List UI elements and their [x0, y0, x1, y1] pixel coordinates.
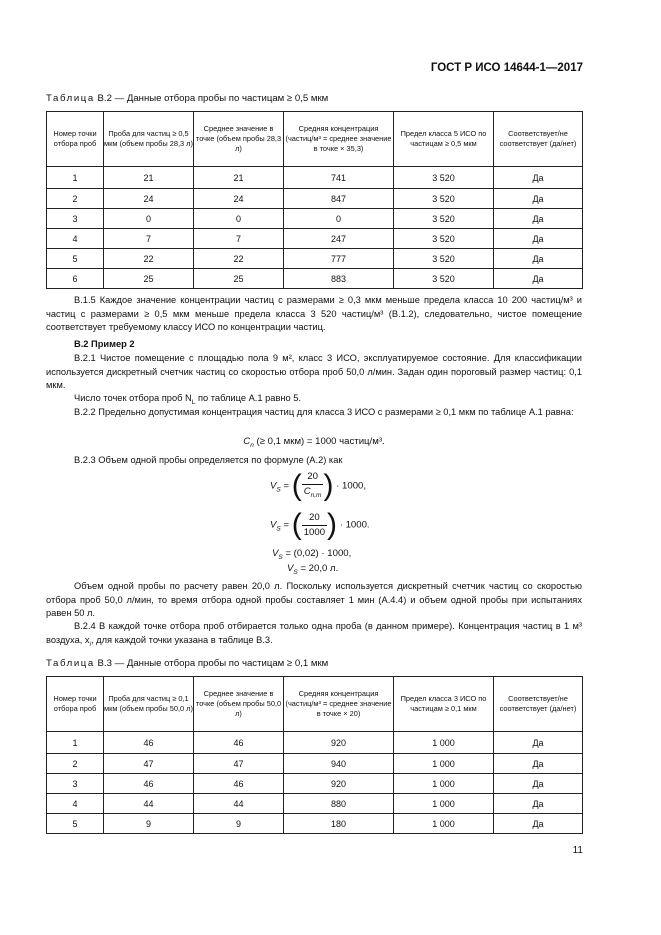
- cell: 247: [284, 229, 394, 249]
- table-row: [47, 249, 583, 269]
- subscript: n,m: [310, 491, 322, 499]
- cell: 24: [194, 189, 284, 209]
- cell: 7: [104, 229, 194, 249]
- var-v: V: [287, 563, 294, 574]
- cell: 2: [47, 754, 104, 774]
- cell: 3 520: [394, 269, 494, 289]
- cell: 4: [47, 229, 104, 249]
- cell: 22: [104, 249, 194, 269]
- subscript: L: [191, 398, 196, 406]
- cell: Да: [494, 167, 583, 189]
- cell: 0: [284, 209, 394, 229]
- cell: 22: [194, 249, 284, 269]
- paren-left: (: [291, 508, 302, 541]
- cell: 44: [194, 794, 284, 814]
- equation-vs-formula: [270, 470, 366, 502]
- subscript: n: [250, 441, 254, 449]
- col-header-limit: Предел класса 5 ИСО по частицам ≥ 0,5 мкм: [394, 112, 494, 167]
- cell: Да: [494, 814, 583, 834]
- table-row: [47, 732, 583, 754]
- text: Число точек отбора проб N: [74, 393, 192, 403]
- cell: 3 520: [394, 249, 494, 269]
- text: по таблице А.1 равно 5.: [195, 393, 302, 403]
- table1-label: Таблица: [46, 93, 95, 104]
- table-header-row: [47, 677, 583, 732]
- subscript: S: [278, 553, 283, 561]
- equation-vs-result: [287, 562, 338, 580]
- table-row: [47, 209, 583, 229]
- cell: 1 000: [394, 774, 494, 794]
- cell: Да: [494, 754, 583, 774]
- cell: 47: [104, 754, 194, 774]
- cell: 847: [284, 189, 394, 209]
- paragraph-b15: В.1.5 Каждое значение концентрации частиц с размерами ≥ 0,3 мкм меньше предела класса 10 200 частиц/м³ и частиц с размерами ≥ 0,5 мкм меньше предела класса 3 520 частиц/м³ (В.1.2), следовательно, чистое помещение соответствует требуемому классу ИСО по концентрации частиц.: [46, 295, 582, 333]
- cell: Да: [494, 209, 583, 229]
- table1-caption-text: В.2 — Данные отбора пробы по частицам ≥ 0,5 мкм: [97, 93, 329, 104]
- table-b3: [46, 676, 583, 834]
- cell: 25: [104, 269, 194, 289]
- col-header-compliance: Соответствует/не соответствует (да/нет): [494, 112, 583, 167]
- paragraph-b24: [46, 620, 582, 651]
- cell: 1 000: [394, 732, 494, 754]
- col-header-mean: Среднее значение в точке (объем пробы 50,0 л): [194, 677, 284, 732]
- table-row: [47, 754, 583, 774]
- cell: 1 000: [394, 754, 494, 774]
- table-row: [47, 189, 583, 209]
- cell: 5: [47, 249, 104, 269]
- cell: 9: [194, 814, 284, 834]
- table1-caption: [46, 93, 328, 104]
- cell: Да: [494, 189, 583, 209]
- var-v: V: [270, 480, 277, 492]
- table-row: [47, 167, 583, 189]
- cell: 46: [104, 732, 194, 754]
- cell: 3: [47, 209, 104, 229]
- text: , для каждой точки указана в таблице В.3.: [91, 634, 273, 645]
- table-row: [47, 774, 583, 794]
- subscript: S: [276, 486, 281, 494]
- equation-cn: [46, 435, 582, 453]
- paragraph-b21: В.2.1 Чистое помещение с площадью пола 9 м², класс 3 ИСО, эксплуатируемое состояние. Для классификации используется дискретный счетчик частиц со скоростью отбора проб 50,0 л/мин. Задан один пороговый размер частиц: 0,1 мкм.: [46, 353, 582, 391]
- text: · 1000,: [336, 480, 367, 492]
- cell: 47: [194, 754, 284, 774]
- denominator: [302, 485, 324, 503]
- numerator: 20: [302, 470, 324, 485]
- cell: 4: [47, 794, 104, 814]
- cell: 2: [47, 189, 104, 209]
- var-v: V: [270, 519, 277, 531]
- cell: 3: [47, 774, 104, 794]
- cell: 920: [284, 732, 394, 754]
- cell: 1 000: [394, 814, 494, 834]
- cell: 3 520: [394, 229, 494, 249]
- cell: 1 000: [394, 794, 494, 814]
- table-row: [47, 794, 583, 814]
- document-header: ГОСТ Р ИСО 14644-1—2017: [430, 62, 583, 74]
- col-header-concentration: Средняя концентрация (частиц/м³ = среднее значение в точке × 35,3): [284, 112, 394, 167]
- paragraph-b23: В.2.3 Объем одной пробы определяется по формуле (А.2) как: [74, 455, 343, 465]
- cell: 920: [284, 774, 394, 794]
- cell: Да: [494, 229, 583, 249]
- paragraph-b22: В.2.2 Предельно допустимая концентрация частиц для класса 3 ИСО с размерами ≥ 0,1 мкм по таблице А.1 равна:: [74, 407, 574, 417]
- text: (≥ 0,1 мкм) = 1000 частиц/м³.: [253, 436, 385, 447]
- equals: =: [283, 519, 290, 531]
- cell: 44: [104, 794, 194, 814]
- fraction: [302, 511, 327, 539]
- cell: 0: [104, 209, 194, 229]
- col-header-concentration: Средняя концентрация (частиц/м³ = среднее значение в точке × 20): [284, 677, 394, 732]
- col-header-sample: Проба для частиц ≥ 0,1 мкм (объем пробы 50,0 л): [104, 677, 194, 732]
- table2-caption: [46, 658, 328, 669]
- cell: 3 520: [394, 189, 494, 209]
- cell: 1: [47, 167, 104, 189]
- cell: 940: [284, 754, 394, 774]
- cell: 24: [104, 189, 194, 209]
- var-c: C: [303, 485, 311, 497]
- col-header-point: Номер точки отбора проб: [47, 112, 104, 167]
- col-header-compliance: Соответствует/не соответствует (да/нет): [494, 677, 583, 732]
- paren-left: (: [291, 469, 302, 503]
- cell: 9: [104, 814, 194, 834]
- cell: Да: [494, 794, 583, 814]
- section-heading-b2: В.2 Пример 2: [74, 339, 135, 349]
- table-row: [47, 229, 583, 249]
- cell: 3 520: [394, 167, 494, 189]
- cell: 7: [194, 229, 284, 249]
- cell: Да: [494, 732, 583, 754]
- cell: 0: [194, 209, 284, 229]
- text: · 1000.: [339, 519, 370, 531]
- cell: 880: [284, 794, 394, 814]
- cell: Да: [494, 249, 583, 269]
- fraction: [302, 470, 324, 502]
- table2-caption-text: В.3 — Данные отбора пробы по частицам ≥ 0,1 мкм: [97, 658, 329, 669]
- table-row: [47, 269, 583, 289]
- table2-label: Таблица: [46, 658, 95, 669]
- paren-right: ): [327, 508, 338, 541]
- text: = 20,0 л.: [297, 563, 339, 574]
- cell: 46: [194, 732, 284, 754]
- col-header-limit: Предел класса 3 ИСО по частицам ≥ 0,1 мкм: [394, 677, 494, 732]
- cell: 46: [104, 774, 194, 794]
- cell: 21: [194, 167, 284, 189]
- equation-vs-substituted: [270, 510, 370, 540]
- cell: 741: [284, 167, 394, 189]
- table-header-row: [47, 112, 583, 167]
- var-c: C: [243, 436, 251, 447]
- col-header-sample: Проба для частиц ≥ 0,5 мкм (объем пробы 28,3 л): [104, 112, 194, 167]
- cell: 25: [194, 269, 284, 289]
- numerator: 20: [302, 511, 327, 526]
- cell: 46: [194, 774, 284, 794]
- text: В.2.4 В каждой точке отбора проб отбирается только одна проба (в данном примере). Концентрация частиц в 1 м³ воздуха, x: [46, 621, 582, 645]
- text: = (0,02) · 1000,: [282, 548, 352, 559]
- col-header-mean: Среднее значение в точке (объем пробы 28,3 л): [194, 112, 284, 167]
- table-b2: [46, 111, 583, 289]
- col-header-point: Номер точки отбора проб: [47, 677, 104, 732]
- equals: =: [283, 480, 290, 492]
- cell: 180: [284, 814, 394, 834]
- var-v: V: [272, 548, 279, 559]
- cell: 1: [47, 732, 104, 754]
- subscript: i: [89, 640, 92, 648]
- cell: Да: [494, 774, 583, 794]
- cell: 883: [284, 269, 394, 289]
- subscript: S: [276, 525, 281, 533]
- cell: 21: [104, 167, 194, 189]
- cell: 5: [47, 814, 104, 834]
- cell: 6: [47, 269, 104, 289]
- paren-right: ): [323, 469, 334, 503]
- paragraph-sample-volume: Объем одной пробы по расчету равен 20,0 л. Поскольку используется дискретный счетчик частиц со скоростью отбора проб 50,0 л/мин, то время отбора одной пробы составляет 1 мин (А.4.4) и объем одной пробы при испытаниях равен 50 л.: [46, 581, 582, 619]
- cell: 3 520: [394, 209, 494, 229]
- page-number: 11: [572, 845, 583, 856]
- denominator: 1000: [303, 526, 326, 538]
- cell: 777: [284, 249, 394, 269]
- cell: Да: [494, 269, 583, 289]
- table-row: [47, 814, 583, 834]
- subscript: S: [293, 568, 298, 576]
